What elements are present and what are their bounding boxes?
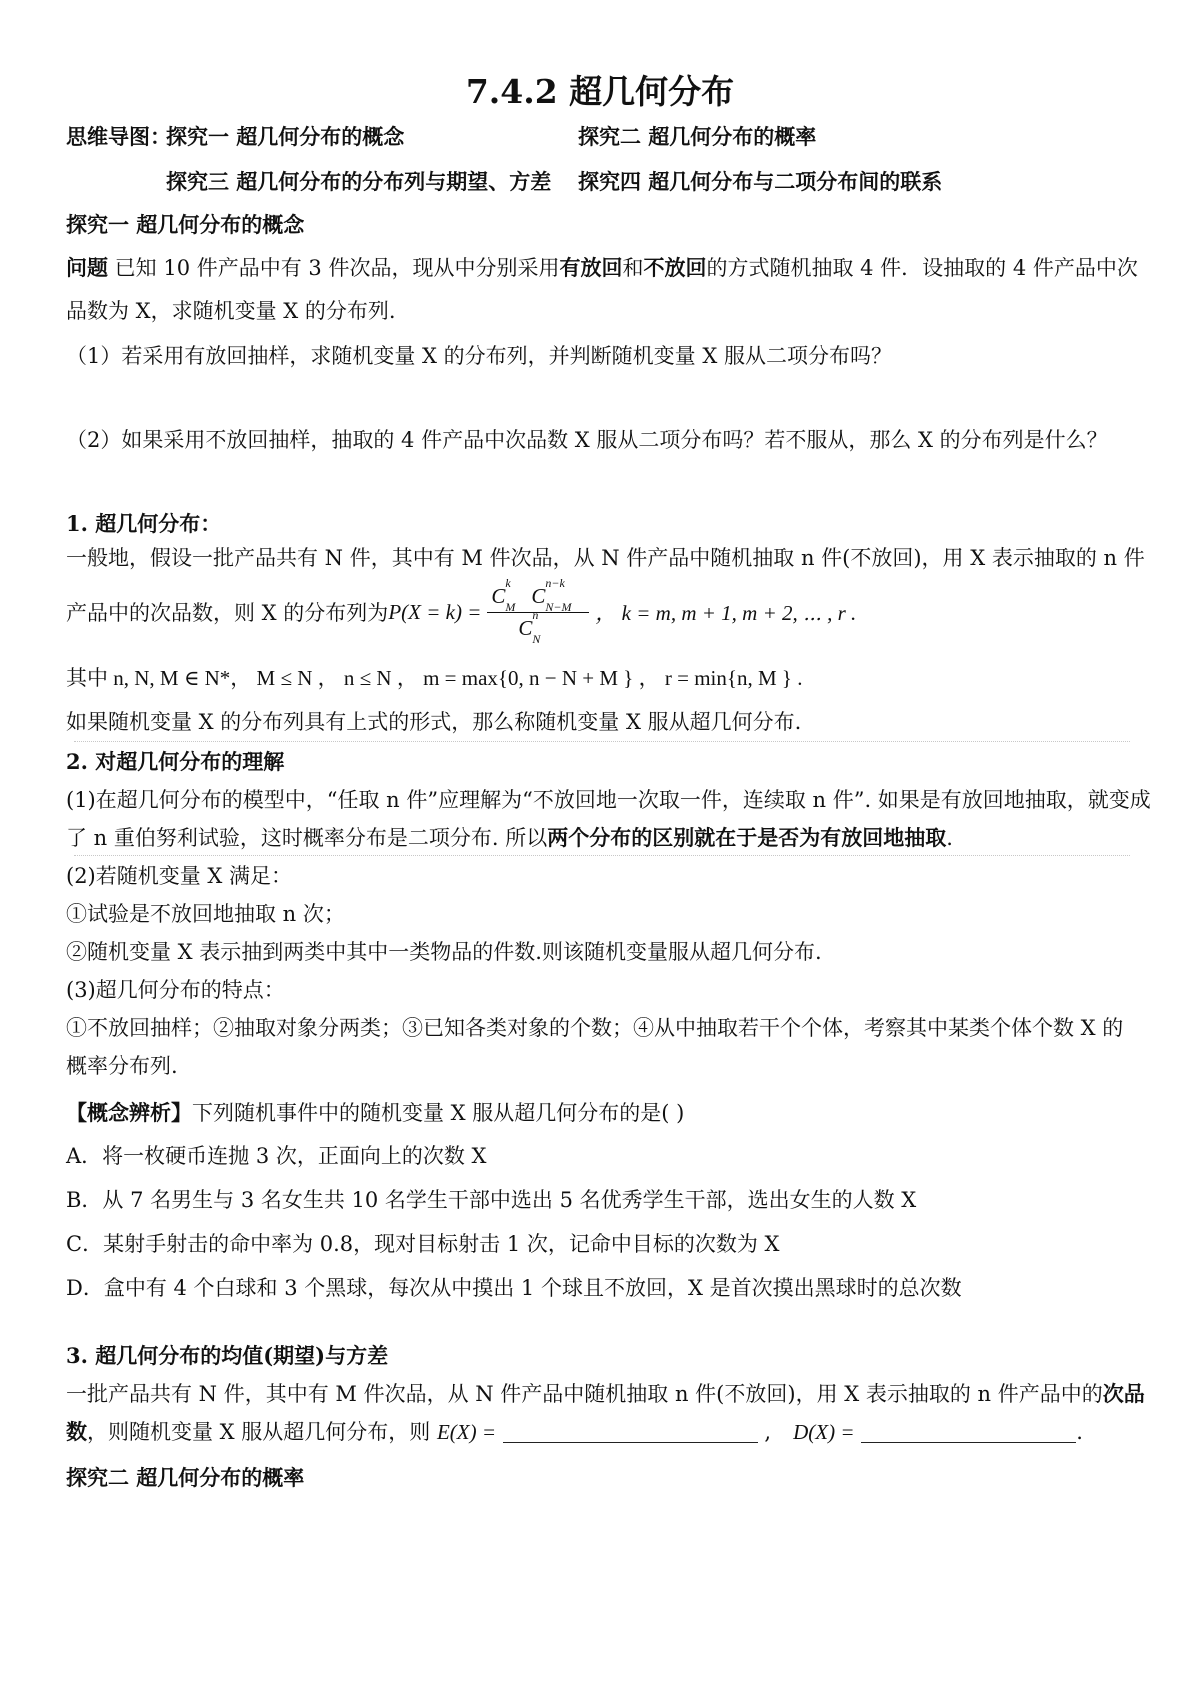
divider: [74, 855, 1130, 856]
concept-label: 【概念辨析】: [66, 1100, 192, 1125]
pmf-numerator: C k M C n−k N−M: [487, 584, 589, 613]
understand-p6: ①不放回抽样；②抽取对象分两类；③已知各类对象的个数；④从中抽取若干个个体，考察其中某类个体个数 X 的: [66, 1016, 1124, 1040]
mindmap-explore-2: 探究二 超几何分布的概率: [578, 124, 817, 149]
mindmap-explore-3: 探究三 超几何分布的分布列与期望、方差: [166, 169, 552, 194]
pmf-lhs: P(X = k) =: [388, 599, 482, 624]
question-1: （1）若采用有放回抽样，求随机变量 X 的分布列，并判断随机变量 X 服从二项分布吗？: [66, 344, 892, 368]
pmf-fraction: [487, 575, 589, 646]
problem-text-a: 已知 10 件产品中有 3 件次品，现从中分别采用: [108, 256, 560, 280]
definition-conditions: 其中 n, N, M ∈ N*， M ≤ N ， n ≤ N ， m = max{0, n − N + M } ， r = min{n, M } .: [66, 666, 803, 690]
understand-heading: 2. 对超几何分布的理解: [66, 749, 285, 774]
mindmap-explore-1: 探究一 超几何分布的概念: [166, 124, 405, 149]
problem-bold-2: 不放回: [643, 255, 707, 280]
section-heading-1: 探究一 超几何分布的概念: [66, 212, 305, 237]
understand-p3: ①试验是不放回地抽取 n 次；: [66, 902, 345, 926]
pmf-intro: 产品中的次品数，则 X 的分布列为: [66, 601, 389, 625]
mean-bold-1: 次品: [1102, 1381, 1145, 1406]
problem-text-c: 的方式随机抽取 4 件．设抽取的 4 件产品中次: [706, 256, 1138, 280]
mean-text-2: ，则随机变量 X 服从超几何分布，则: [87, 1420, 437, 1444]
mean-text: 一批产品共有 N 件，其中有 M 件次品，从 N 件产品中随机抽取 n 件(不放回)，用 X 表示抽取的 n 件产品中的: [66, 1382, 1103, 1406]
understand-p1-text: 了 n 重伯努利试验，这时概率分布是二项分布. 所以: [66, 826, 548, 850]
concept-stem: 下列随机事件中的随机变量 X 服从超几何分布的是( ): [192, 1101, 685, 1125]
definition-heading: 1. 超几何分布：: [66, 511, 222, 536]
variance-label: D(X) =: [793, 1420, 855, 1444]
mean-bold-2: 数: [66, 1419, 87, 1444]
mean-heading: 3. 超几何分布的均值(期望)与方差: [66, 1343, 389, 1368]
mean-end: .: [1076, 1420, 1083, 1444]
problem-bold-1: 有放回: [559, 255, 623, 280]
variance-blank[interactable]: [861, 1422, 1076, 1443]
understand-p1-line-2: [66, 822, 953, 852]
expectation-blank[interactable]: [503, 1422, 758, 1443]
option-a: A．将一枚硬币连抛 3 次，正面向上的次数 X: [66, 1144, 487, 1168]
mean-line-1: [66, 1378, 1145, 1408]
pmf-range: ， k = m, m + 1, m + 2, ⋯ , r .: [595, 601, 857, 625]
definition-line-4: 如果随机变量 X 的分布列具有上式的形式，那么称随机变量 X 服从超几何分布.: [66, 710, 802, 734]
understand-p5: (3)超几何分布的特点：: [66, 978, 285, 1002]
problem-line-1: [66, 252, 1138, 282]
option-d: D．盒中有 4 个白球和 3 个黑球，每次从中摸出 1 个球且不放回，X 是首次摸出黑球时的总次数: [66, 1276, 962, 1300]
mindmap-explore-4: 探究四 超几何分布与二项分布间的联系: [578, 169, 943, 194]
problem-text-b: 和: [622, 256, 644, 280]
expectation-label: E(X) =: [436, 1420, 497, 1444]
definition-line-1: 一般地，假设一批产品共有 N 件，其中有 M 件次品，从 N 件产品中随机抽取 n 件(不放回)，用 X 表示抽取的 n 件: [66, 546, 1145, 570]
pmf-denominator: C n N: [518, 607, 541, 646]
concept-question: [66, 1097, 684, 1127]
understand-p4: ②随机变量 X 表示抽到两类中其中一类物品的件数.则该随机变量服从超几何分布.: [66, 940, 822, 964]
mean-line-2: 数，则随机变量 X 服从超几何分布，则 E(X) = , D(X) = .: [66, 1419, 1083, 1444]
understand-p1-end: .: [946, 826, 953, 850]
problem-label: 问题: [66, 255, 108, 280]
question-2: （2）如果采用不放回抽样，抽取的 4 件产品中次品数 X 服从二项分布吗？若不服从，那么 X 的分布列是什么？: [66, 428, 1108, 452]
option-b: B．从 7 名男生与 3 名女生共 10 名学生干部中选出 5 名优秀学生干部，选出女生的人数 X: [66, 1188, 917, 1212]
page-title: 7.4.2 超几何分布: [465, 72, 735, 111]
understand-p7: 概率分布列.: [66, 1054, 178, 1078]
option-c: C．某射手射击的命中率为 0.8，现对目标射击 1 次，记命中目标的次数为 X: [66, 1232, 780, 1256]
pmf-line: [66, 575, 857, 646]
section-heading-2: 探究二 超几何分布的概率: [66, 1465, 305, 1490]
understand-p1-line-1: (1)在超几何分布的模型中，“任取 n 件”应理解为“不放回地一次取一件，连续取 n 件”. 如果是有放回地抽取，就变成: [66, 788, 1151, 812]
understand-p2: (2)若随机变量 X 满足：: [66, 864, 293, 888]
divider: [74, 741, 1130, 742]
mindmap-label: 思维导图：: [66, 124, 171, 149]
understand-p1-bold: 两个分布的区别就在于是否为有放回地抽取: [547, 825, 947, 850]
problem-line-2: 品数为 X，求随机变量 X 的分布列.: [66, 299, 396, 323]
